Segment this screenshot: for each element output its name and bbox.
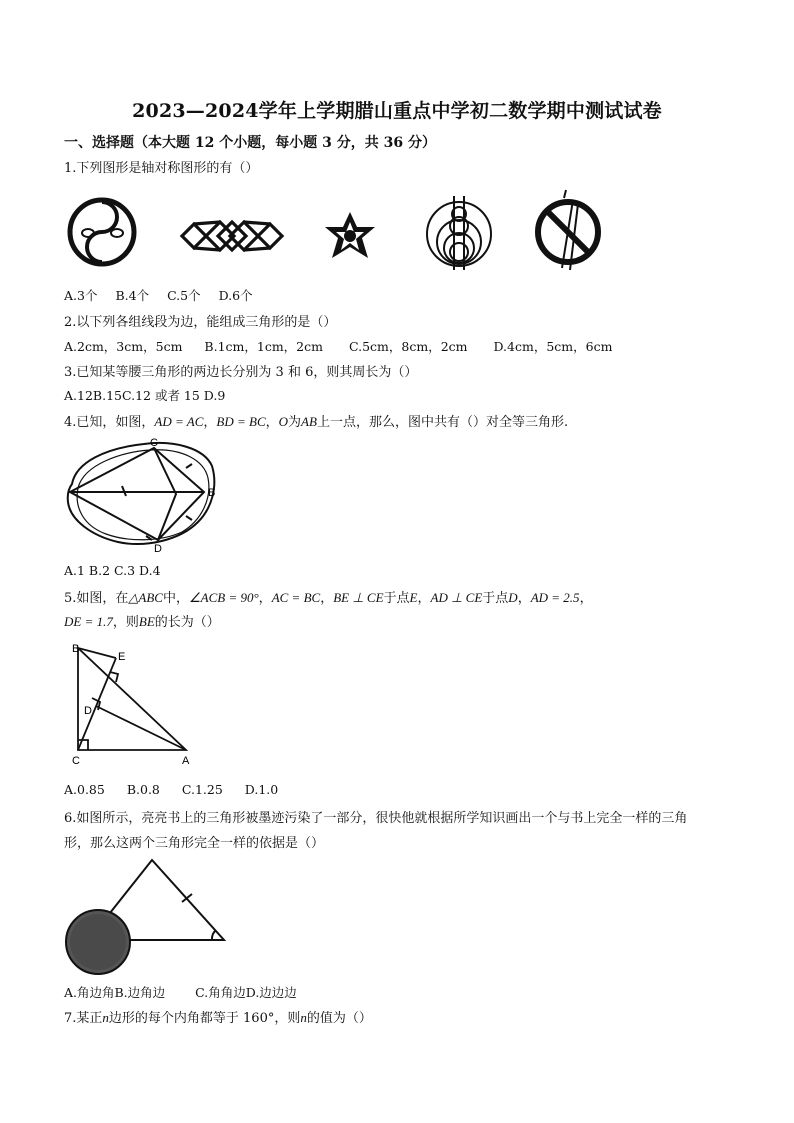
question-5-line-2: DE = 1.7，则BE的长为（） [64,614,220,630]
option-a[interactable]: A.3个 [64,288,98,303]
question-7-stem: 7.某正n边形的每个内角都等于 160°，则n的值为（） [64,1010,372,1026]
question-4-figure [62,436,222,556]
option-a[interactable]: A.2cm，3cm，5cm [64,339,183,354]
option-d[interactable]: D.6个 [218,288,253,303]
option-c[interactable]: C.5cm，8cm，2cm [348,339,468,354]
option-a[interactable]: A.0.85 [64,782,105,797]
label-c: C [150,437,158,449]
option-b[interactable]: B.0.8 [126,782,160,797]
question-2-stem: 2.以下列各组线段为边，能组成三角形的是（） [64,315,337,330]
section-heading: 一、选择题（本大题 12 个小题，每小题 3 分，共 36 分） [64,135,436,151]
option-d[interactable]: D.1.0 [244,782,279,797]
option-b[interactable]: B.1cm，1cm，2cm [204,339,323,354]
option-c[interactable]: C.1.25 [181,782,223,797]
nested-circles-icon [424,192,494,272]
question-2-options [64,337,612,355]
option-ab[interactable]: A.角边角B.边角边 [64,985,166,1000]
option-d[interactable]: D.4cm，5cm，6cm [493,339,613,354]
question-3-options: A.12B.15C.12 或者 15 D.9 [64,388,226,403]
question-5-options [64,782,278,797]
label-e: E [118,651,126,663]
question-1-stem: 1.下列图形是轴对称图形的有（） [64,161,259,176]
question-3-stem: 3.已知某等腰三角形的两边长分别为 3 和 6，则其周长为（） [64,365,418,380]
flower-emblem-icon [322,210,378,262]
label-c: C [72,755,80,767]
label-b: B [72,643,80,655]
question-5-figure [70,640,200,772]
yin-yang-icon [66,196,138,268]
question-4-options: A.1 B.2 C.3 D.4 [64,563,161,578]
question-5-line-1: 5.如图，在△ABC中，∠ACB = 90°，AC = BC，BE ⊥ CE于点E，AD ⊥ CE于点D，AD = 2.5， [64,590,593,606]
question-6-figure [64,858,234,976]
question-6-options [64,983,297,1001]
prohibition-sign-icon [528,188,608,272]
label-d: D [84,705,92,717]
option-cd[interactable]: C.角角边D.边边边 [195,985,297,1000]
question-6-line-1: 6.如图所示，亮亮书上的三角形被墨迹污染了一部分，很快他就根据所学知识画出一个与书上完全一样的三角 [64,811,688,826]
label-d: D [154,543,162,555]
label-a: A [182,755,190,767]
question-1-options [64,286,253,304]
knot-pattern-icon [180,214,284,258]
page-title: 2023—2024学年上学期腊山重点中学初二数学期中测试试卷 [132,100,662,122]
label-b: B [208,487,216,499]
question-4-stem: 4.已知，如图，AD = AC，BD = BC，O为AB上一点，那么，图中共有（）对全等三角形. [64,414,569,430]
option-b[interactable]: B.4个 [115,288,150,303]
option-c[interactable]: C.5个 [167,288,201,303]
question-6-line-2: 形，那么这两个三角形完全一样的依据是（） [64,836,325,851]
